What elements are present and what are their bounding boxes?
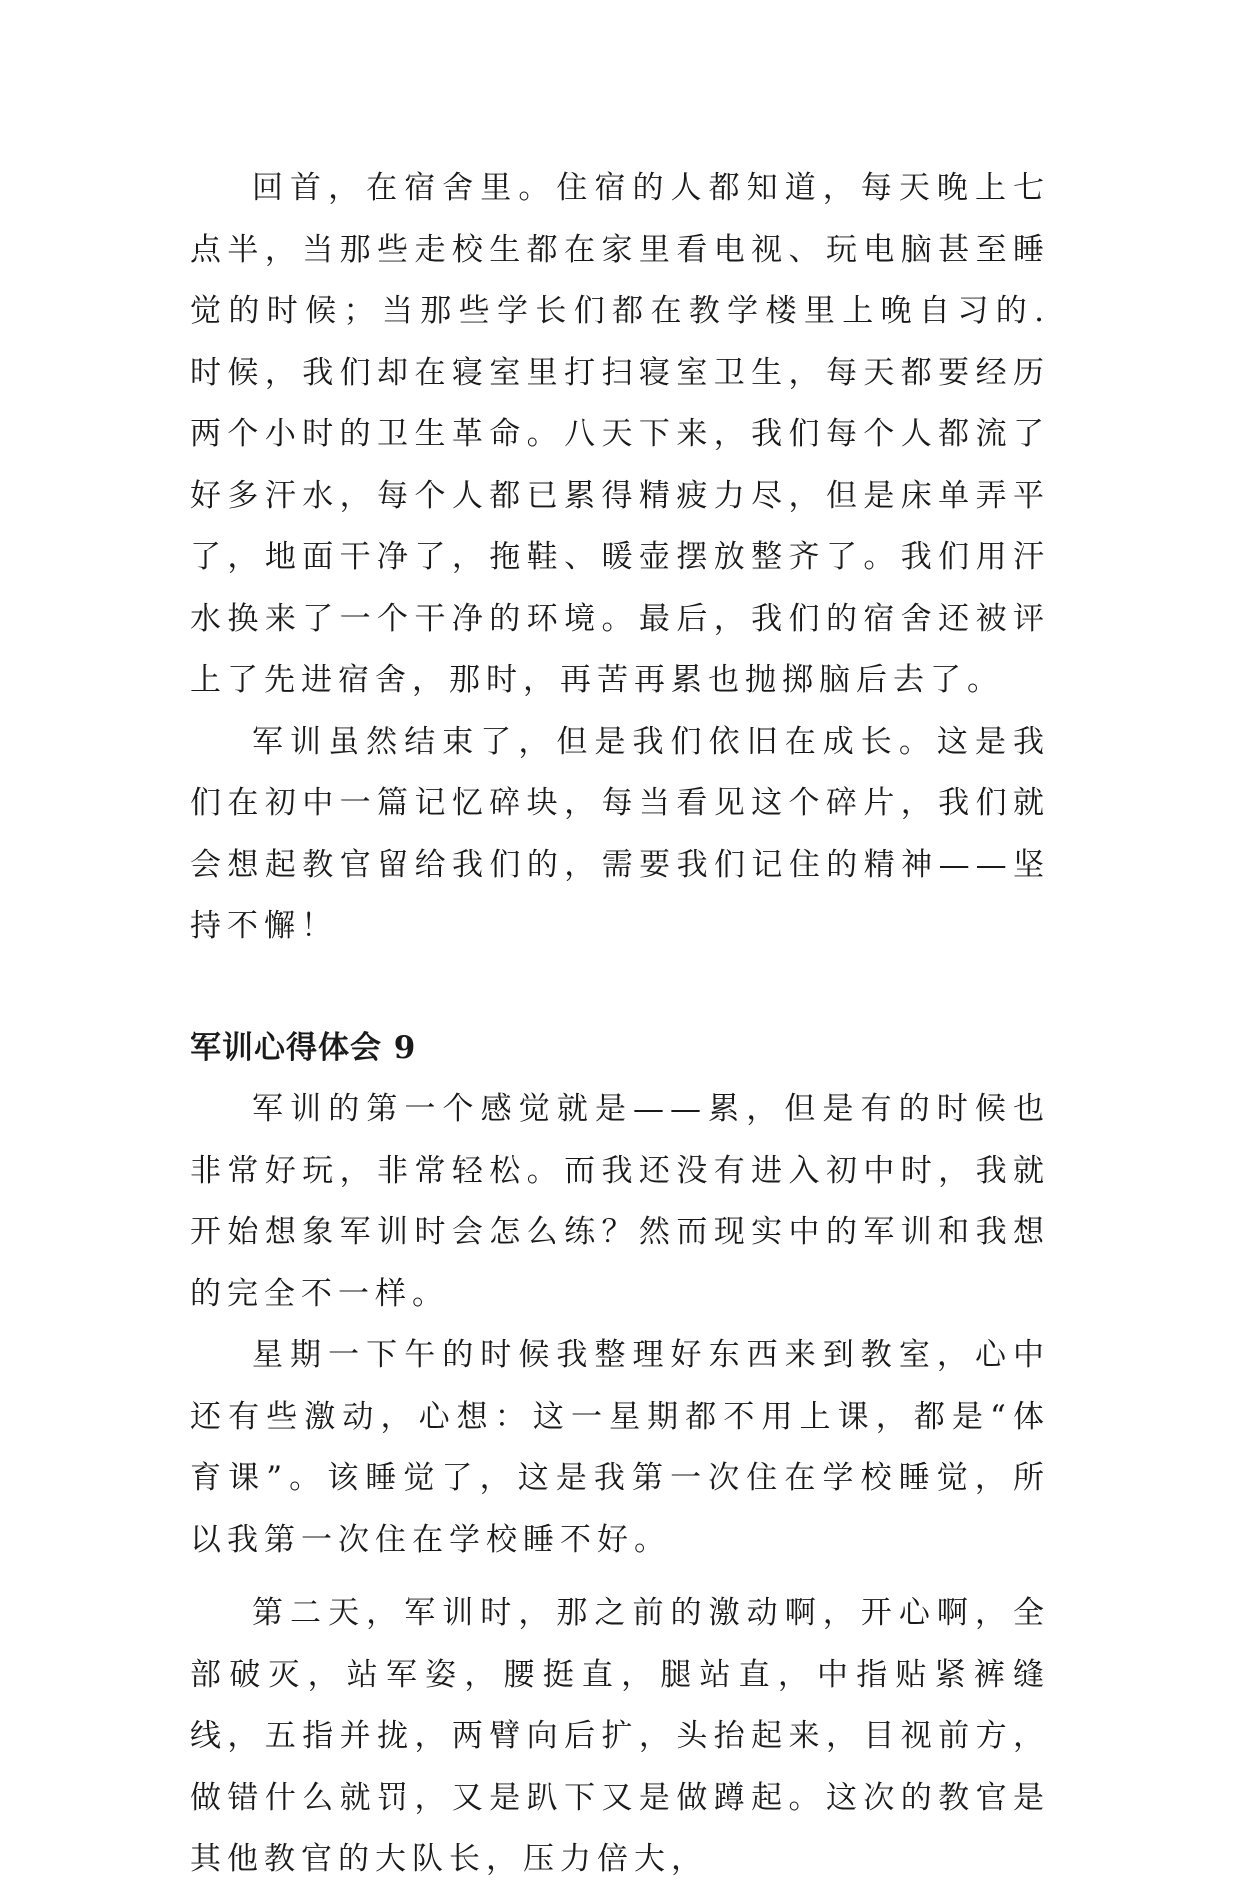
- paragraph-training-ended: 军训虽然结束了，但是我们依旧在成长。这是我们在初中一篇记忆碎块，每当看见这个碎片，我们就会想起教官留给我们的，需要我们记住的精神——坚持不懈！: [190, 723, 1050, 944]
- paragraph-monday-afternoon: 星期一下午的时候我整理好东西来到教室，心中还有些激动，心想：这一星期都不用上课，都是“体育课”。该睡觉了，这是我第一次住在学校睡觉，所以我第一次住在学校睡不好。: [190, 1337, 1050, 1558]
- paragraph-second-day: 第二天，军训时，那之前的激动啊，开心啊，全部破灭，站军姿，腰挺直，腿站直，中指贴紧裤缝线，五指并拢，两臂向后扩，头抬起来，目视前方，做错什么就罚，又是趴下又是做蹲起。这次的教官是其他教官的大队长，压力倍大，: [190, 1595, 1050, 1877]
- paragraph-dorm-cleaning: 回首，在宿舍里。住宿的人都知道，每天晚上七点半，当那些走校生都在家里看电视、玩电脑甚至睡觉的时候；当那些学长们都在教学楼里上晚自习的.时候，我们却在寝室里打扫寝室卫生，每天都要经历两个小时的卫生革命。八天下来，我们每个人都流了好多汗水，每个人都已累得精疲力尽，但是床单弄平了，地面干净了，拖鞋、暖壶摆放整齐了。我们用汗水换来了一个干净的环境。最后，我们的宿舍还被评上了先进宿舍，那时，再苦再累也抛掷脑后去了。: [190, 170, 1050, 698]
- document-body: [190, 158, 1050, 1891]
- section-spacer: [190, 958, 1050, 1018]
- paragraph-gap: [190, 1571, 1050, 1583]
- section-title: 军训心得体会 9: [190, 1029, 417, 1066]
- paragraph-first-impression: 军训的第一个感觉就是——累，但是有的时候也非常好玩，非常轻松。而我还没有进入初中时，我就开始想象军训时会怎么练？然而现实中的军训和我想的完全不一样。: [190, 1091, 1050, 1312]
